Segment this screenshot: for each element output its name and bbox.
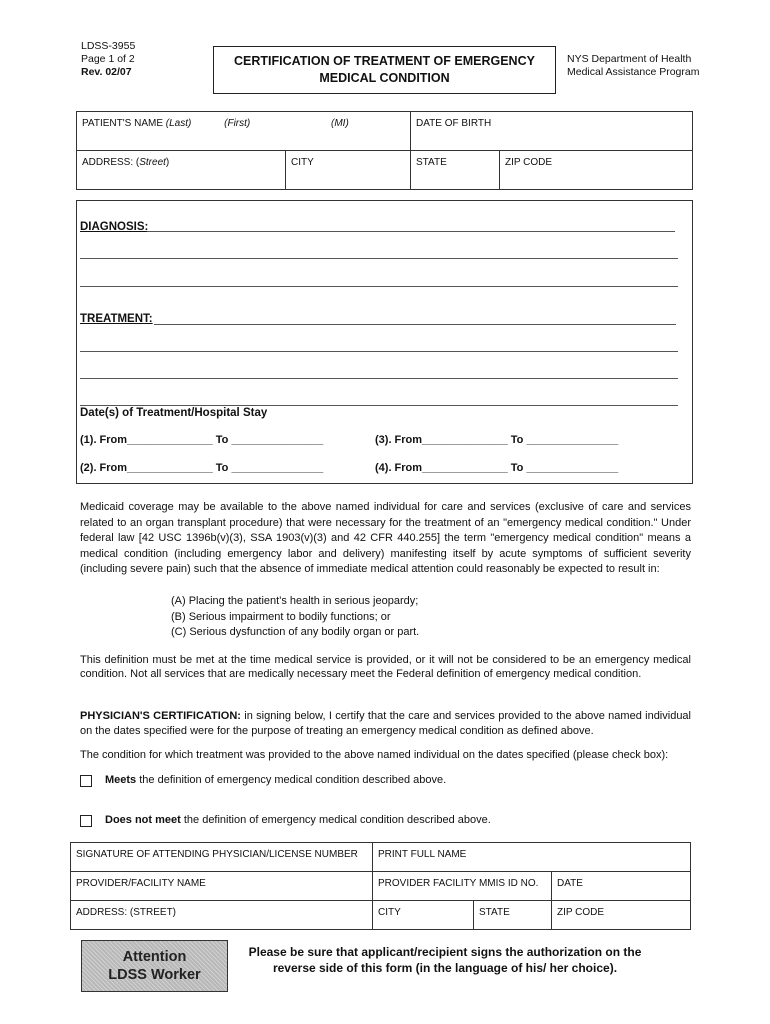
criteria-b: (B) Serious impairment to bodily functions; or xyxy=(171,611,391,623)
date-field[interactable]: DATE xyxy=(552,872,691,901)
title-line-1: CERTIFICATION OF TREATMENT OF EMERGENCY xyxy=(234,54,535,68)
date-of-birth-field[interactable]: DATE OF BIRTH xyxy=(411,112,693,151)
does-not-meet-label: Does not meet the definition of emergency medical condition described above. xyxy=(105,814,491,826)
notice-line-1: Please be sure that applicant/recipient signs the authorization on the xyxy=(248,945,642,959)
treatment-line-4[interactable] xyxy=(80,405,678,406)
patient-name-field[interactable]: PATIENT'S NAME (Last) (First) (MI) xyxy=(77,112,411,151)
meets-checkbox[interactable] xyxy=(80,775,92,787)
physician-certification-paragraph: PHYSICIAN'S CERTIFICATION: in signing below, I certify that the care and services provided to the above named individual on the dates specified were for the purpose of treating an emergency medical condition as defined above. xyxy=(80,710,691,737)
date-range-1[interactable]: (1). From______________ To _______________ xyxy=(80,434,324,446)
city-field[interactable]: CITY xyxy=(286,151,411,190)
dates-label: Date(s) of Treatment/Hospital Stay xyxy=(80,407,268,419)
notice-line-2: reverse side of this form (in the language of his/ her choice). xyxy=(272,960,618,975)
treatment-line-1[interactable] xyxy=(154,324,676,325)
agency-line-2: Medical Assistance Program xyxy=(567,66,700,78)
definition-paragraph: This definition must be met at the time medical service is provided, or it will not be considered to be an emergency medical condition. Not all services that are medically necessary meet the Federal definition of emergency medical condition. xyxy=(80,654,691,680)
provider-facility-name-field[interactable]: PROVIDER/FACILITY NAME xyxy=(71,872,373,901)
criteria-c: (C) Serious dysfunction of any bodily organ or part. xyxy=(171,626,420,638)
medicaid-coverage-paragraph: Medicaid coverage may be available to the above named individual for care and services (exclusive of care and services related to an organ transplant procedure) that were necessary for the treatment of an "emergency medical condition." Under federal law [42 USC 1396b(v)(3), SSA 1903(v)(3) and 42 CFR 440.255] the term "emergency medical condition" means a medical condition (including emergency labor and delivery) manifesting itself by acute symptoms of sufficient severity (including severe pain) such that the absence of immediate medical attention could reasonably be expected to result in: xyxy=(80,501,691,576)
attention-ldss-worker-box xyxy=(81,940,228,992)
diagnosis-label: DIAGNOSIS: xyxy=(80,221,149,233)
physician-city-field[interactable]: CITY xyxy=(373,901,474,930)
title-line-2: MEDICAL CONDITION xyxy=(319,71,450,85)
print-full-name-field[interactable]: PRINT FULL NAME xyxy=(373,843,691,872)
provider-mmis-id-field[interactable]: PROVIDER FACILITY MMIS ID NO. xyxy=(373,872,552,901)
form-title xyxy=(213,46,556,94)
date-range-3[interactable]: (3). From______________ To _______________ xyxy=(375,434,619,446)
treatment-line-2[interactable] xyxy=(80,351,678,352)
agency-block xyxy=(567,53,699,79)
page-indicator: Page 1 of 2 xyxy=(81,53,135,65)
physician-signature-field[interactable]: SIGNATURE OF ATTENDING PHYSICIAN/LICENSE NUMBER xyxy=(71,843,373,872)
address-street-field[interactable]: ADDRESS: (Street) xyxy=(77,151,286,190)
agency-line-1: NYS Department of Health xyxy=(567,53,692,65)
authorization-notice xyxy=(230,945,660,976)
physician-address-field[interactable]: ADDRESS: (STREET) xyxy=(71,901,373,930)
attention-line-1: Attention xyxy=(122,949,187,965)
form-number: LDSS-3955 xyxy=(81,40,136,52)
does-not-meet-checkbox[interactable] xyxy=(80,815,92,827)
treatment-label: TREATMENT: xyxy=(80,313,153,325)
diagnosis-line-2[interactable] xyxy=(80,258,678,259)
meets-label: Meets the definition of emergency medical condition described above. xyxy=(105,774,447,786)
treatment-line-3[interactable] xyxy=(80,378,678,379)
state-field[interactable]: STATE xyxy=(411,151,500,190)
diagnosis-line-3[interactable] xyxy=(80,286,678,287)
diagnosis-line-1[interactable] xyxy=(147,231,675,232)
form-id-block xyxy=(81,40,135,79)
patient-info-table xyxy=(76,111,693,190)
revision: Rev. 02/07 xyxy=(81,66,132,78)
date-range-2[interactable]: (2). From______________ To _______________ xyxy=(80,462,324,474)
zip-code-field[interactable]: ZIP CODE xyxy=(500,151,693,190)
condition-instruction: The condition for which treatment was provided to the above named individual on the dates specified (please check box): xyxy=(80,749,669,761)
physician-info-table xyxy=(70,842,691,930)
physician-state-field[interactable]: STATE xyxy=(474,901,552,930)
criteria-a: (A) Placing the patient's health in serious jeopardy; xyxy=(171,595,419,607)
attention-line-2: LDSS Worker xyxy=(108,967,201,983)
physician-zip-field[interactable]: ZIP CODE xyxy=(552,901,691,930)
date-range-4[interactable]: (4). From______________ To _______________ xyxy=(375,462,619,474)
